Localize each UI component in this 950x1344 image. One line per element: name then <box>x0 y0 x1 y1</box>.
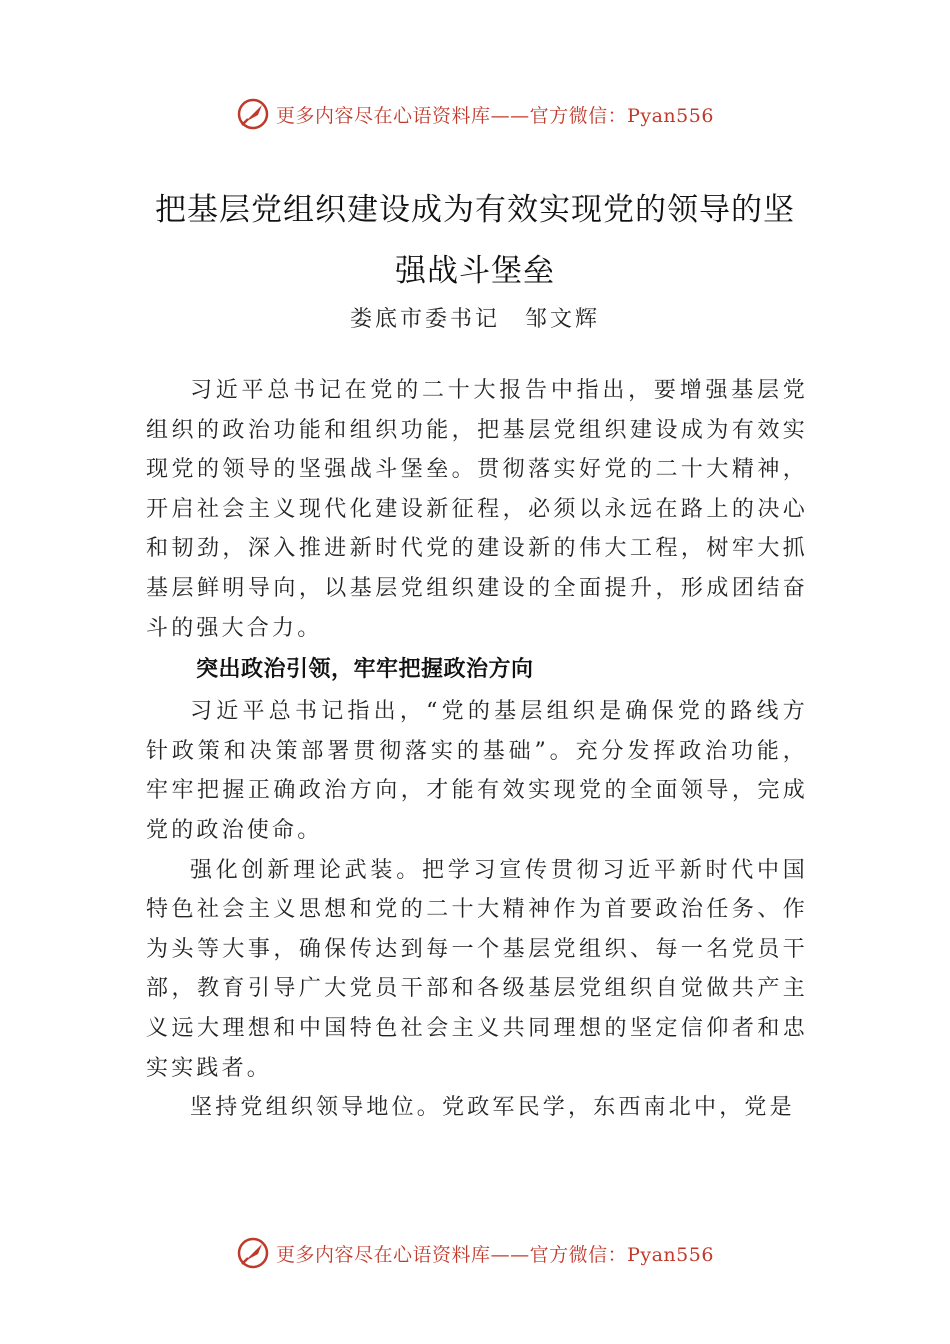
section-paragraph: 强化创新理论武装。把学习宣传贯彻习近平新时代中国特色社会主义思想和党的二十大精神作为首要政治任务、作为头等大事，确保传达到每一个基层党组织、每一名党员干部，教育引导广大党员干部和各级基层党组织自觉做共产主义远大理想和中国特色社会主义共同理想的坚定信仰者和忠实实践者。 <box>146 857 808 1081</box>
header-watermark <box>0 94 950 134</box>
watermark-wechat-id: Pyan556 <box>627 104 714 127</box>
document-body <box>146 371 808 1128</box>
watermark-site-name: 更多内容尽在心语资料库 <box>276 1243 491 1266</box>
section-paragraph: 习近平总书记指出，“党的基层组织是确保党的路线方针政策和决策部署贯彻落实的基础”。充分发挥政治功能，牢牢把握正确政治方向，才能有效实现党的全面领导，完成党的政治使命。 <box>146 699 808 843</box>
section-heading: 突出政治引领，牢牢把握政治方向 <box>196 657 534 683</box>
document-author: 娄底市委书记 邹文辉 <box>349 307 600 332</box>
quill-logo-icon <box>236 1236 270 1270</box>
quill-logo-icon <box>236 97 270 131</box>
watermark-site-name: 更多内容尽在心语资料库 <box>276 104 491 127</box>
intro-paragraph: 习近平总书记在党的二十大报告中指出，要增强基层党组织的政治功能和组织功能，把基层党组织建设成为有效实现党的领导的坚强战斗堡垒。贯彻落实好党的二十大精神， 开启社会主义现代化建设新征程，必须以永远在路上的决心和韧劲，深入推进新时代党的建设新的伟大工程，树牢大抓基层鲜明导向，以基层党组织建设的全面提升，形成团结奋斗的强大合力。 <box>146 378 808 641</box>
watermark-text <box>276 101 714 128</box>
watermark-wechat-label: 官方微信： <box>529 1243 628 1266</box>
watermark-text <box>276 1240 714 1267</box>
section-paragraph: 坚持党组织领导地位。党政军民学，东西南北中，党是 <box>190 1095 795 1121</box>
footer-watermark <box>0 1233 950 1273</box>
watermark-separator: —— <box>490 1243 530 1266</box>
document-title: 把基层党组织建设成为有效实现党的领导的坚强战斗堡垒 <box>155 192 795 289</box>
watermark-separator: —— <box>490 104 530 127</box>
watermark-wechat-label: 官方微信： <box>529 104 628 127</box>
watermark-wechat-id: Pyan556 <box>627 1243 714 1266</box>
